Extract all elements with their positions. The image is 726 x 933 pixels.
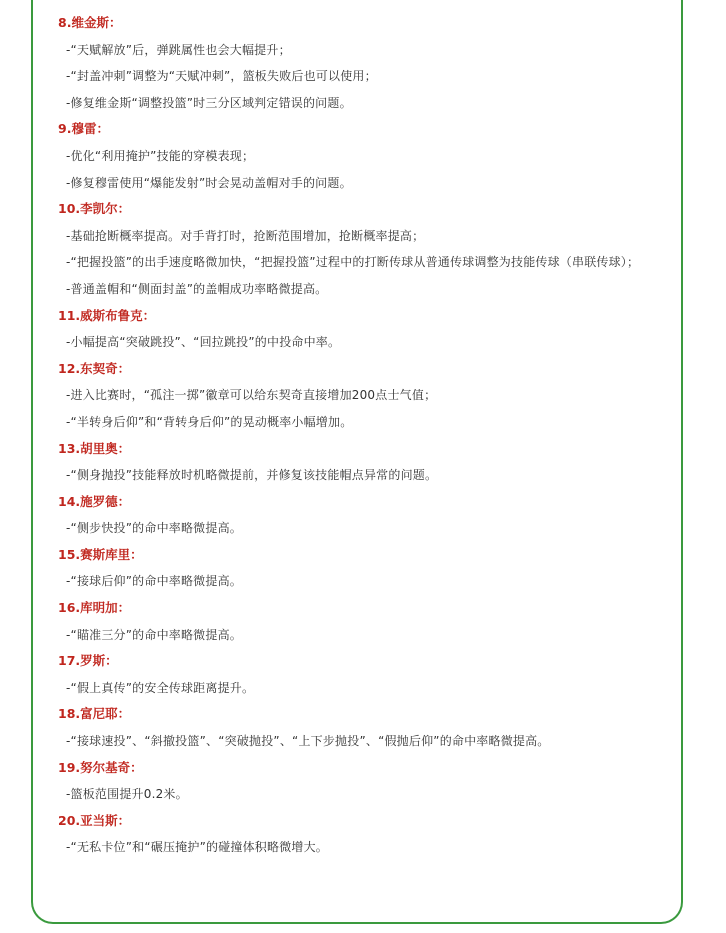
- section-kyle-anderson: [58, 196, 666, 302]
- section-murray: [58, 116, 666, 196]
- note-line: -优化“利用掩护”技能的穿模表现；: [66, 148, 255, 163]
- note-line: -“天赋解放”后，弹跳属性也会大幅提升；: [66, 42, 291, 57]
- note-line: -“无私卡位”和“碾压掩护”的碰撞体积略微增大。: [66, 840, 328, 855]
- section-kuminga: [58, 595, 666, 648]
- section-nurkic: [58, 755, 666, 808]
- note-line: -“侧步快投”的命中率略微提高。: [66, 521, 242, 536]
- section-heading: 20.亚当斯：: [58, 812, 131, 828]
- note-line: -“瞄准三分”的命中率略微提高。: [66, 627, 242, 642]
- note-line: -修复维金斯“调整投篮”时三分区域判定错误的问题。: [66, 95, 352, 110]
- section-heading: 19.努尔基奇：: [58, 759, 143, 775]
- note-line: -“把握投篮”的出手速度略微加快，“把握投篮”过程中的打断传球从普通传球调整为技能传球（串联传球）；: [66, 255, 640, 270]
- note-line: -进入比赛时，“孤注一掷”徽章可以给东契奇直接增加200点士气值；: [66, 388, 437, 403]
- note-line: -“半转身后仰”和“背转身后仰”的晃动概率小幅增加。: [66, 414, 353, 429]
- note-line: -小幅提高“突破跳投”、“回拉跳投”的中投命中率。: [66, 335, 341, 350]
- note-line: -“接球后仰”的命中率略微提高。: [66, 574, 242, 589]
- section-heading: 15.赛斯库里：: [58, 546, 143, 562]
- note-line: -“接球速投”、“斜撤投篮”、“突破抛投”、“上下步抛投”、“假抛后仰”的命中率略微提高。: [66, 734, 550, 749]
- note-line: -修复穆雷使用“爆能发射”时会晃动盖帽对手的问题。: [66, 175, 352, 190]
- note-line: -普通盖帽和“侧面封盖”的盖帽成功率略微提高。: [66, 281, 328, 296]
- section-doncic: [58, 356, 666, 436]
- section-rose: [58, 648, 666, 701]
- section-adams: [58, 808, 666, 861]
- section-heading: 11.威斯布鲁克：: [58, 307, 156, 323]
- section-heading: 10.李凯尔：: [58, 201, 131, 217]
- note-line: -篮板范围提升0.2米。: [66, 787, 188, 802]
- note-line: -“假上真传”的安全传球距离提升。: [66, 680, 255, 695]
- section-wiggins: [58, 10, 666, 116]
- section-seth-curry: [58, 542, 666, 595]
- patch-notes-content: [58, 10, 666, 861]
- note-line: -“侧身抛投”技能释放时机略微提前，并修复该技能帽点异常的问题。: [66, 468, 438, 483]
- note-line: -“封盖冲刺”调整为“天赋冲刺”，篮板失败后也可以使用；: [66, 69, 377, 84]
- section-heading: 14.施罗德：: [58, 493, 131, 509]
- section-schroder: [58, 489, 666, 542]
- section-heading: 12.东契奇：: [58, 360, 131, 376]
- section-heading: 9.穆雷：: [58, 121, 109, 137]
- section-westbrook: [58, 303, 666, 356]
- section-fournier: [58, 701, 666, 754]
- section-heading: 17.罗斯：: [58, 653, 118, 669]
- section-heading: 18.富尼耶：: [58, 706, 131, 722]
- section-heading: 13.胡里奥：: [58, 440, 131, 456]
- section-julio: [58, 436, 666, 489]
- note-line: -基础抢断概率提高。对手背打时，抢断范围增加，抢断概率提高；: [66, 228, 425, 243]
- section-heading: 16.库明加：: [58, 600, 131, 616]
- section-heading: 8.维金斯：: [58, 15, 122, 30]
